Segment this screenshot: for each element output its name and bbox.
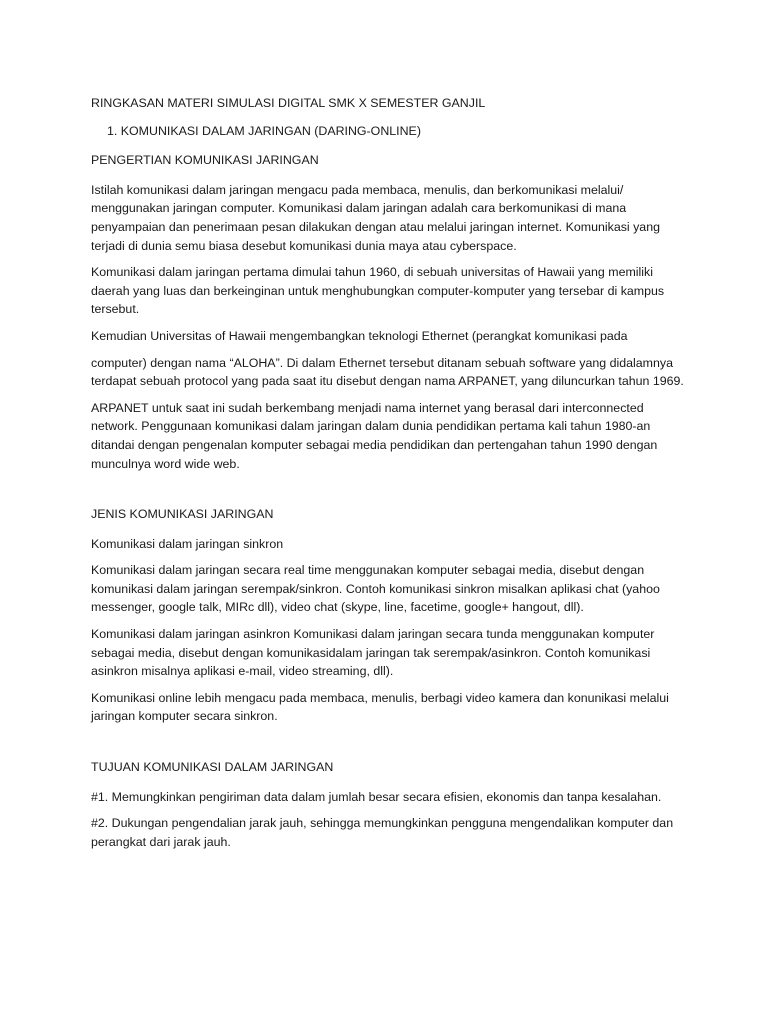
paragraph: #1. Memungkinkan pengiriman data dalam jumlah besar secara efisien, ekonomis dan tanpa kesalahan. — [91, 789, 662, 804]
paragraph: Komunikasi dalam jaringan sinkron — [91, 536, 284, 551]
paragraph: Komunikasi dalam jaringan secara real time menggunakan komputer sebagai media, disebut dengan komunikasi dalam jaringan serempak/sinkron. Contoh komunikasi sinkron misalkan aplikasi chat (yahoo messenger, google talk, MIRc dll), video chat (skype, line, facetime, google+ hangout, dll). — [91, 563, 660, 615]
paragraph: Komunikasi dalam jaringan asinkron Komunikasi dalam jaringan secara tunda menggunakan komputer sebagai media, disebut dengan komunikasidalam jaringan tak serempak/asinkron. Contoh komunikasi asinkron misalnya aplikasi e-mail, video streaming, dll). — [91, 627, 655, 679]
section-heading-tujuan: TUJUAN KOMUNIKASI DALAM JARINGAN — [91, 760, 334, 775]
paragraph: #2. Dukungan pengendalian jarak jauh, sehingga memungkinkan pengguna mengendalikan komputer dan perangkat dari jarak jauh. — [91, 816, 674, 849]
paragraph: Komunikasi dalam jaringan pertama dimulai tahun 1960, di sebuah universitas of Hawaii yang memiliki daerah yang luas dan berkeinginan untuk menghubungkan computer-komputer yang tersebar di kampus tersebut. — [91, 265, 665, 317]
document-body — [91, 94, 691, 859]
section-heading-jenis: JENIS KOMUNIKASI JARINGAN — [91, 507, 274, 522]
section-heading-pengertian: PENGERTIAN KOMUNIKASI JARINGAN — [91, 153, 319, 168]
paragraph: Kemudian Universitas of Hawaii mengembangkan teknologi Ethernet (perangkat komunikasi pada — [91, 328, 628, 343]
document-title: RINGKASAN MATERI SIMULASI DIGITAL SMK X SEMESTER GANJIL — [91, 96, 486, 110]
paragraph: Istilah komunikasi dalam jaringan mengacu pada membaca, menulis, dan berkomunikasi melalui/ menggunakan jaringan computer. Komunikasi dalam jaringan adalah cara berkomunikasi di mana penyampaian dan penerimaan pesan dilakukan dengan atau melalui jaringan internet. Komunikasi yang terjadi di dunia semu biasa desebut komunikasi dunia maya atau cyberspace. — [91, 182, 660, 253]
list-item-komunikasi: 1. KOMUNIKASI DALAM JARINGAN (DARING-ONLINE) — [107, 123, 421, 138]
paragraph: ARPANET untuk saat ini sudah berkembang menjadi nama internet yang berasal dari interconnected network. Penggunaan komunikasi dalam jaringan dalam dunia pendidikan pertama kali tahun 1980-an ditandai dengan pengenalan komputer sebagai media pendidikan dan pertengahan tahun 1990 dengan munculnya word wide web. — [91, 400, 658, 471]
paragraph: computer) dengan nama “ALOHA”. Di dalam Ethernet tersebut ditanam sebuah software yang didalamnya terdapat sebuah protocol yang pada saat itu disebut dengan nama ARPANET, yang diluncurkan tahun 1969. — [91, 355, 684, 389]
spacer — [91, 481, 691, 505]
spacer — [91, 734, 691, 758]
paragraph: Komunikasi online lebih mengacu pada membaca, menulis, berbagi video kamera dan konunikasi melalui jaringan komputer secara sinkron. — [91, 690, 669, 724]
